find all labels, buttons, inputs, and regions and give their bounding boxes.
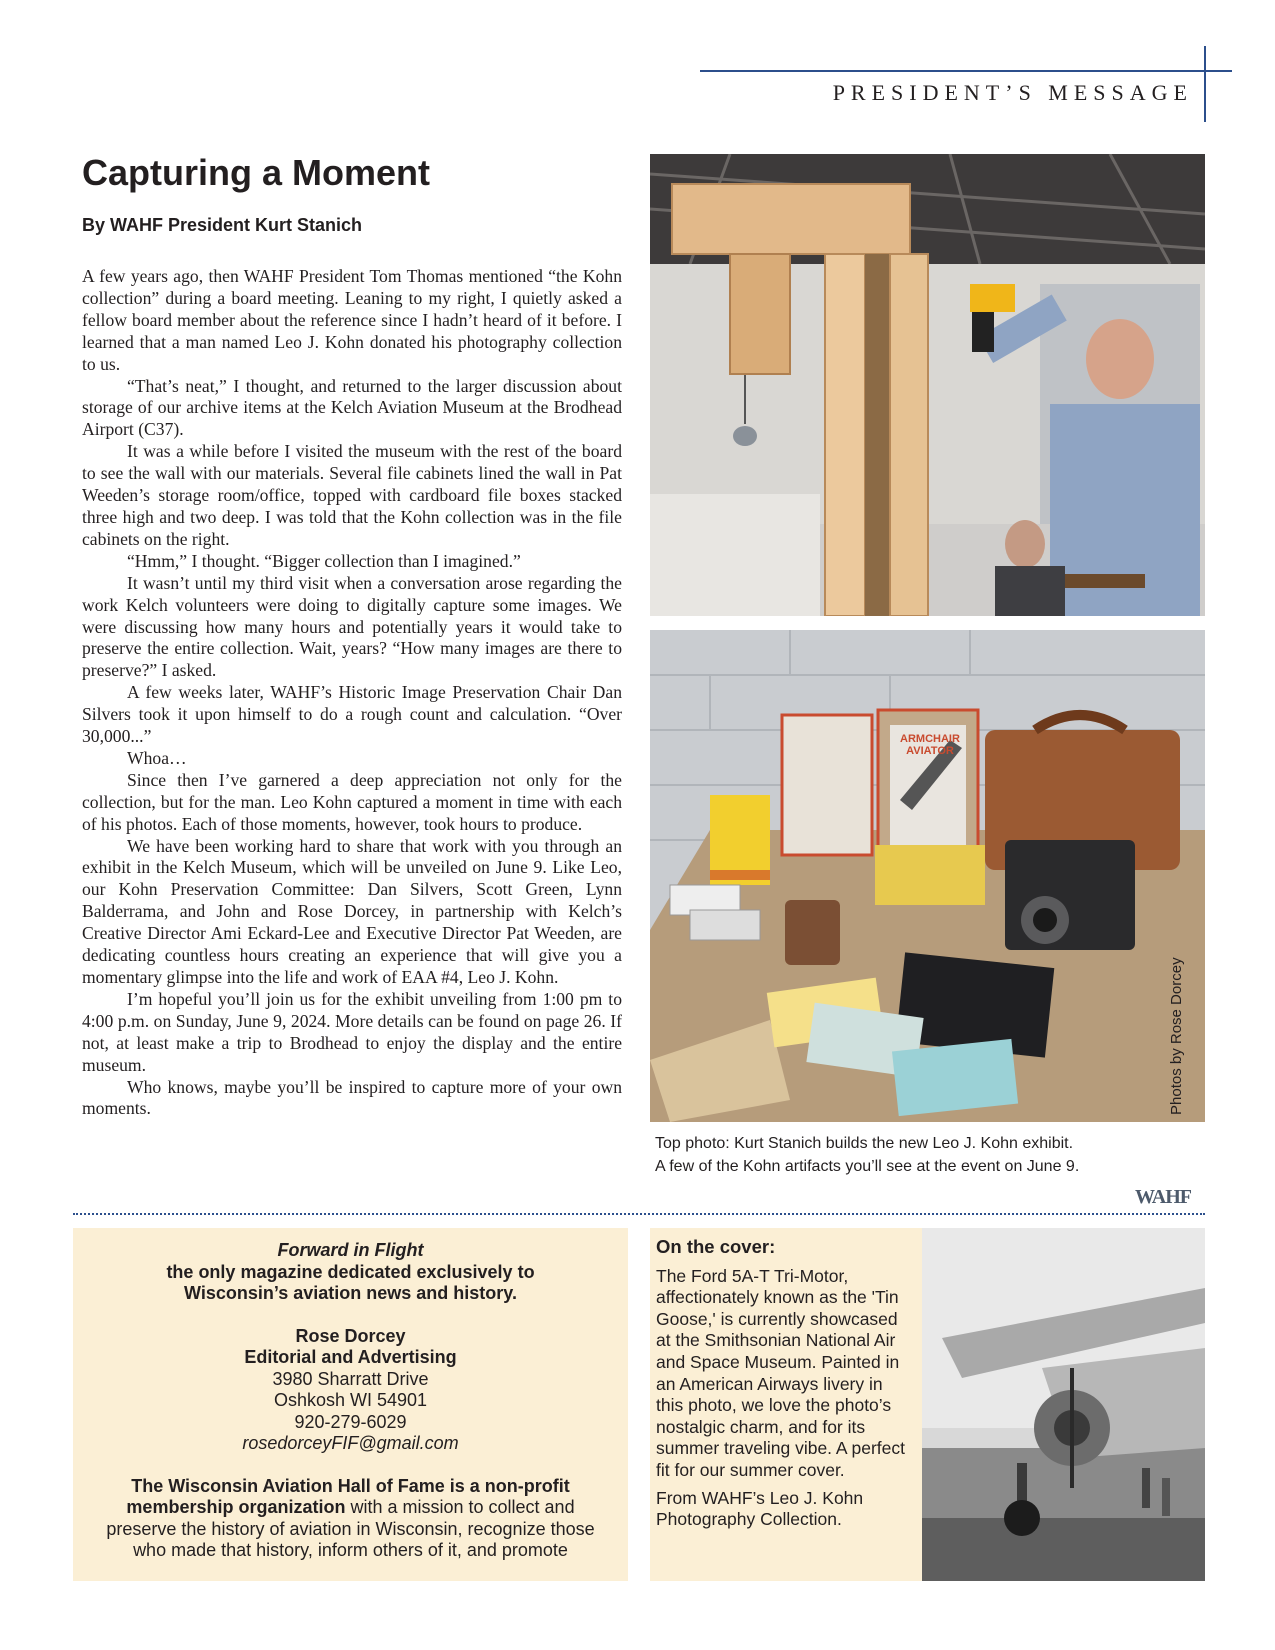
magazine-tagline: the only magazine dedicated exclusively to (166, 1261, 535, 1282)
article-paragraph: Who knows, maybe you’ll be inspired to capture more of your own moments. (82, 1076, 622, 1119)
article-paragraph: Since then I’ve garnered a deep appreciation not only for the collection, but for the man. Leo Kohn captured a moment in time with each of his photos. Each of those moments, however, took hours to produce. (82, 769, 622, 834)
section-divider (73, 1213, 1205, 1215)
article-paragraph: We have been working hard to share that work with you through an exhibit in the Kelch Museum, which will be unveiled on June 9. Like Leo, our Kohn Preservation Committee: Dan Silvers, Scott Green, Lynn Balderrama, and John and Rose Dorcey, in partnership with Kelch’s Creative Director Ami Eckard-Lee and Executive Director Pat Weeden, are dedicating countless hours creating an experience that will give you a momentary glimpse into the life and work of EAA #4, Leo J. Kohn. (82, 835, 622, 987)
article-title: Capturing a Moment (82, 152, 430, 193)
cover-source: From WAHF’s Leo J. Kohn Photography Collection. (656, 1487, 864, 1530)
cover-photo-tri-motor (922, 1228, 1205, 1581)
article-paragraph: Whoa… (127, 747, 187, 768)
magazine-name: Forward in Flight (277, 1240, 424, 1260)
magazine-prop-title-line1: ARMCHAIR (900, 733, 960, 745)
cover-box (650, 1228, 1205, 1581)
email-link[interactable]: rosedorceyFIF@gmail.com (242, 1433, 459, 1453)
article-paragraph: A few years ago, then WAHF President Tom Thomas mentioned “the Kohn collection” during a board meeting. Leaning to my right, I quietly asked a fellow board member about the reference since I hadn’t heard of it before. I learned that a man named Leo J. Kohn donated his photography collection to us. (82, 266, 622, 374)
masthead-box (73, 1228, 628, 1581)
mission-statement: preserve the history of aviation in Wisconsin, recognize those (106, 1518, 595, 1539)
header-vertical-rule (1204, 46, 1206, 122)
cover-text (656, 1236, 908, 1537)
photo-credit: Photos by Rose Dorcey (1168, 957, 1185, 1115)
mission-statement: membership organization with a mission to collect and (126, 1497, 575, 1517)
photo-caption (655, 1132, 1215, 1178)
article-paragraph: I’m hopeful you’ll join us for the exhibit unveiling from 1:00 pm to 4:00 p.m. on Sunday, June 9, 2024. More details can be found on page 26. If not, at least make a trip to Brodhead to enjoy the display and the entire museum. (82, 988, 622, 1075)
cover-title: On the cover: (656, 1236, 776, 1257)
article-paragraph: “That’s neat,” I thought, and returned to the larger discussion about storage of our archive items at the Kelch Aviation Museum at the Brodhead Airport (C37). (82, 375, 622, 440)
article-paragraph: It was a while before I visited the museum with the rest of the board to see the wall with our materials. Several file cabinets lined the wall in Pat Weeden’s storage room/office, topped with cardboard file boxes stacked three high and two deep. I was told that the Kohn collection was in the file cabinets on the right. (82, 441, 622, 549)
cover-description: The Ford 5A-T Tri-Motor, affectionately known as the 'Tin Goose,' is currently showcased at the Smithsonian National Air and Space Museum. Painted in an American Airways livery in this photo, we love the photo’s nostalgic charm, and for its summer traveling vibe. A perfect fit for our summer cover. (656, 1265, 905, 1480)
mission-statement: who made that history, inform others of it, and promote (133, 1540, 568, 1560)
editor-name: Rose Dorcey (295, 1325, 406, 1346)
article-byline: By WAHF President Kurt Stanich (82, 215, 363, 235)
header-rule (700, 70, 1232, 72)
section-title: PRESIDENT’S MESSAGE (832, 80, 1193, 105)
caption-line: A few of the Kohn artifacts you’ll see at the event on June 9. (655, 1158, 1080, 1175)
magazine-prop-title-line2: AVIATOR (906, 745, 954, 757)
editor-role: Editorial and Advertising (244, 1347, 457, 1367)
address-line: Oshkosh WI 54901 (273, 1390, 428, 1410)
mission-statement: The Wisconsin Aviation Hall of Fame is a non-profit (131, 1475, 570, 1496)
wahf-logo: WAHF (1135, 1186, 1191, 1208)
magazine-tagline: Wisconsin’s aviation news and history. (184, 1283, 517, 1303)
article-body (82, 266, 622, 1120)
photo-building-exhibit (650, 154, 1205, 616)
article-paragraph: “Hmm,” I thought. “Bigger collection than I imagined.” (127, 550, 521, 571)
caption-line: Top photo: Kurt Stanich builds the new Leo J. Kohn exhibit. (655, 1135, 1074, 1152)
article-paragraph: A few weeks later, WAHF’s Historic Image Preservation Chair Dan Silvers took it upon himself to do a rough count and calculation. “Over 30,000...” (82, 682, 622, 747)
phone-number: 920-279-6029 (294, 1411, 407, 1432)
article-paragraph: It wasn’t until my third visit when a conversation arose regarding the work Kelch volunteers were doing to digitally capture some images. We were discussing how many hours and potentially years it would take to preserve the entire collection. Wait, years? “How many images are there to preserve?” I asked. (82, 572, 622, 681)
address-line: 3980 Sharratt Drive (272, 1368, 429, 1389)
photo-kohn-artifacts (650, 630, 1205, 1122)
